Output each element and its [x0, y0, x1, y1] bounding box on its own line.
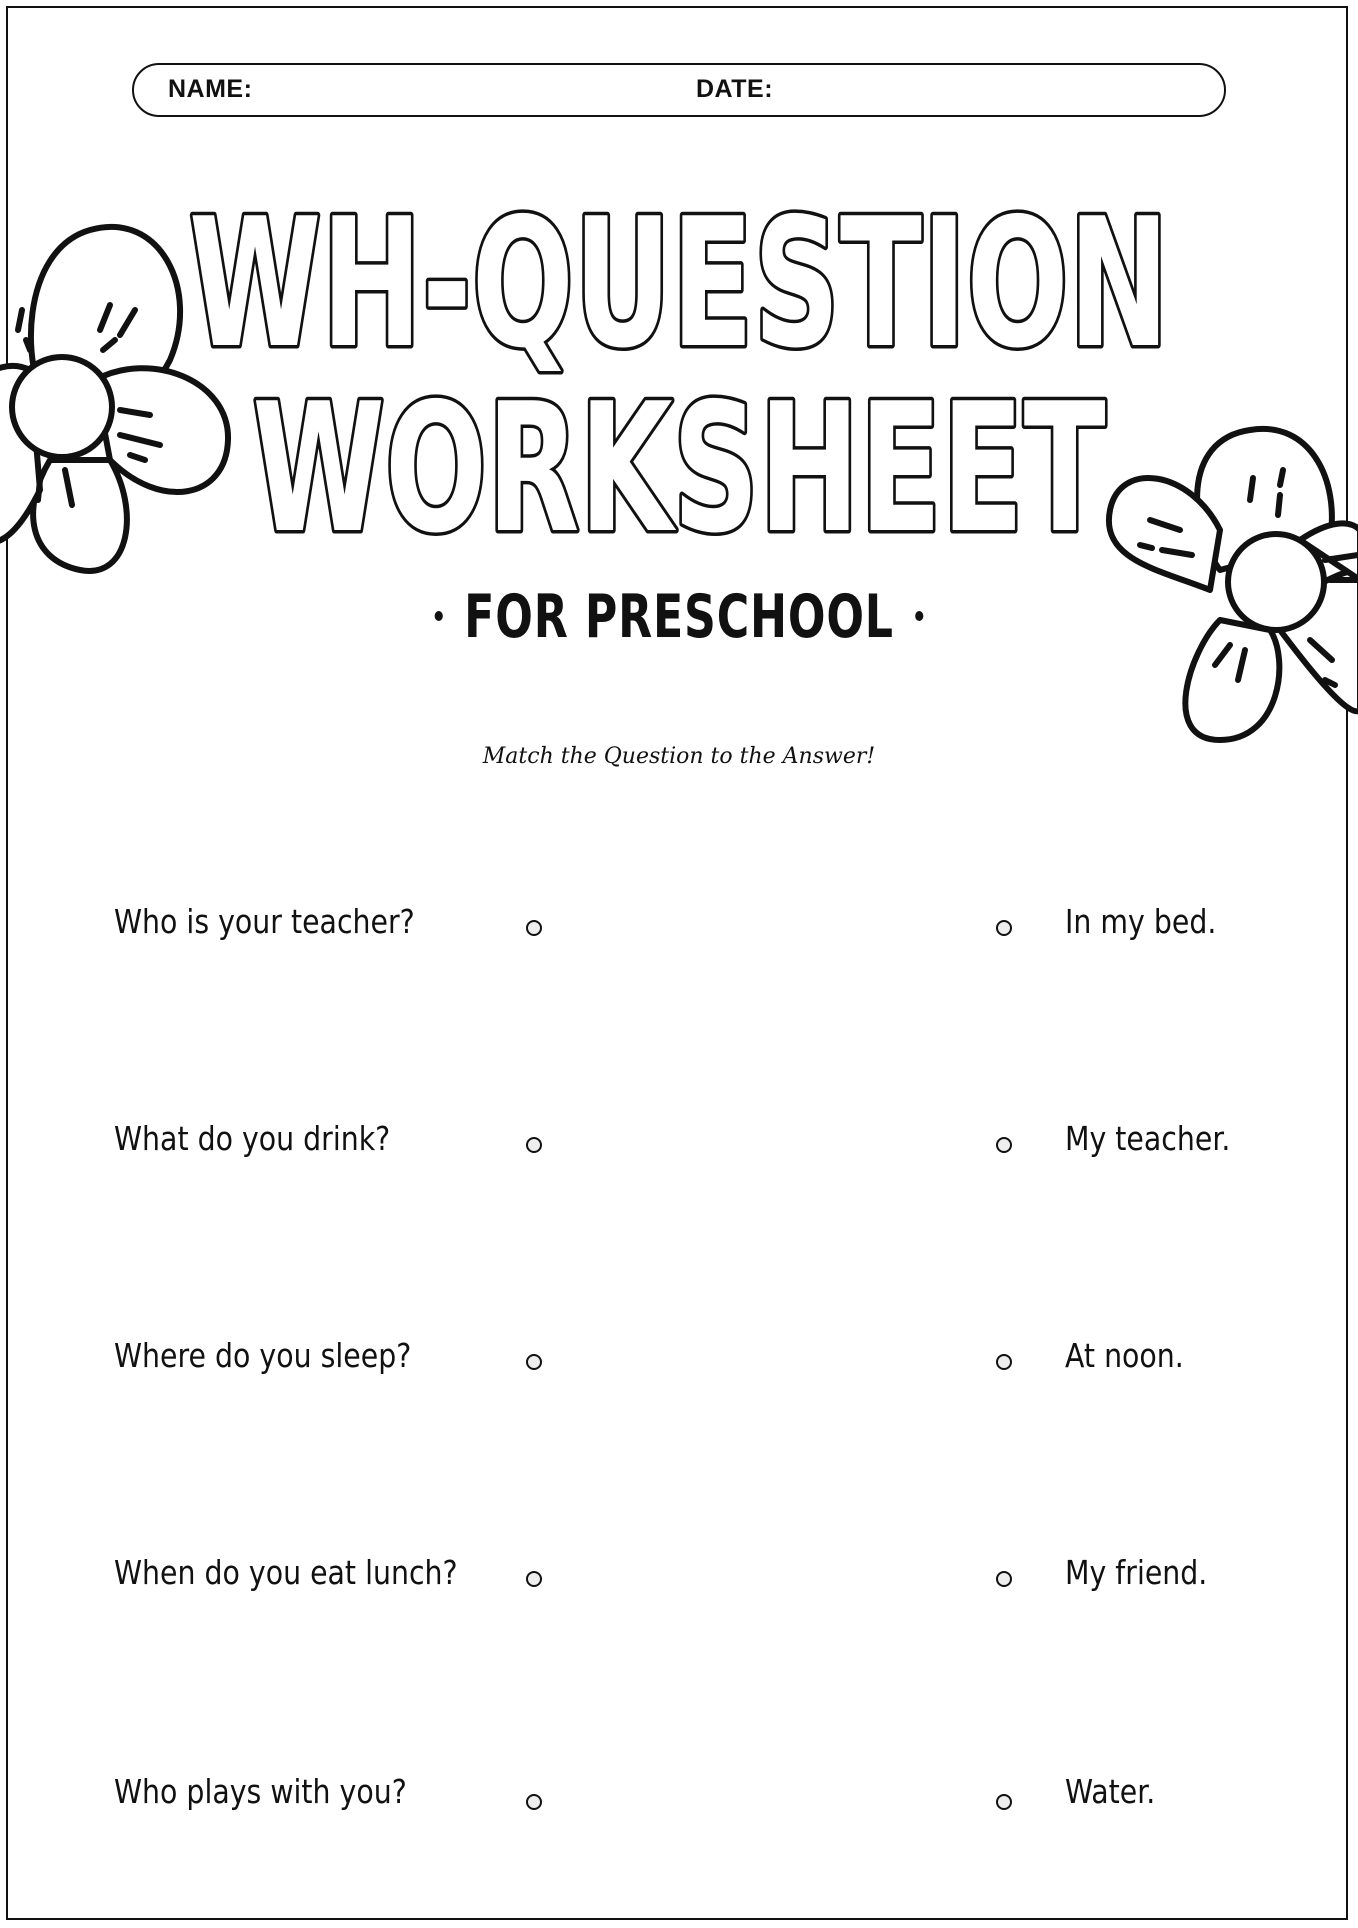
answer-text: At noon.	[1065, 1336, 1184, 1375]
answer-connector-dot[interactable]	[996, 1794, 1012, 1810]
subtitle	[122, 582, 1236, 652]
instruction-text: Match the Question to the Answer!	[482, 744, 876, 769]
bullet-dot-icon	[915, 611, 923, 621]
question-connector-dot[interactable]	[526, 1137, 542, 1153]
answer-text: My teacher.	[1065, 1119, 1231, 1158]
name-label: NAME:	[168, 75, 253, 103]
bullet-dot-icon	[435, 611, 443, 621]
match-row	[0, 1107, 1358, 1167]
question-text: What do you drink?	[114, 1119, 391, 1158]
answer-connector-dot[interactable]	[996, 1354, 1012, 1370]
match-row	[0, 1324, 1358, 1384]
question-text: Who plays with you?	[114, 1772, 407, 1811]
answer-text: My friend.	[1065, 1553, 1208, 1592]
subtitle-text: FOR PRESCHOOL	[464, 582, 894, 652]
match-row	[0, 890, 1358, 950]
question-connector-dot[interactable]	[526, 1354, 542, 1370]
answer-text: In my bed.	[1065, 902, 1217, 941]
answer-text: Water.	[1065, 1772, 1156, 1811]
answer-connector-dot[interactable]	[996, 920, 1012, 936]
question-text: Where do you sleep?	[114, 1336, 412, 1375]
match-row	[0, 1541, 1358, 1601]
question-connector-dot[interactable]	[526, 1794, 542, 1810]
answer-connector-dot[interactable]	[996, 1571, 1012, 1587]
title-line2: WORKSHEET	[252, 365, 1106, 560]
question-connector-dot[interactable]	[526, 920, 542, 936]
name-date-bar	[132, 63, 1226, 117]
match-row	[0, 1760, 1358, 1820]
page-title	[0, 180, 1358, 560]
question-connector-dot[interactable]	[526, 1571, 542, 1587]
date-label: DATE:	[696, 75, 774, 103]
title-line1: WH-QUESTION	[188, 180, 1170, 388]
question-text: When do you eat lunch?	[114, 1553, 458, 1592]
answer-connector-dot[interactable]	[996, 1137, 1012, 1153]
question-text: Who is your teacher?	[114, 902, 415, 941]
